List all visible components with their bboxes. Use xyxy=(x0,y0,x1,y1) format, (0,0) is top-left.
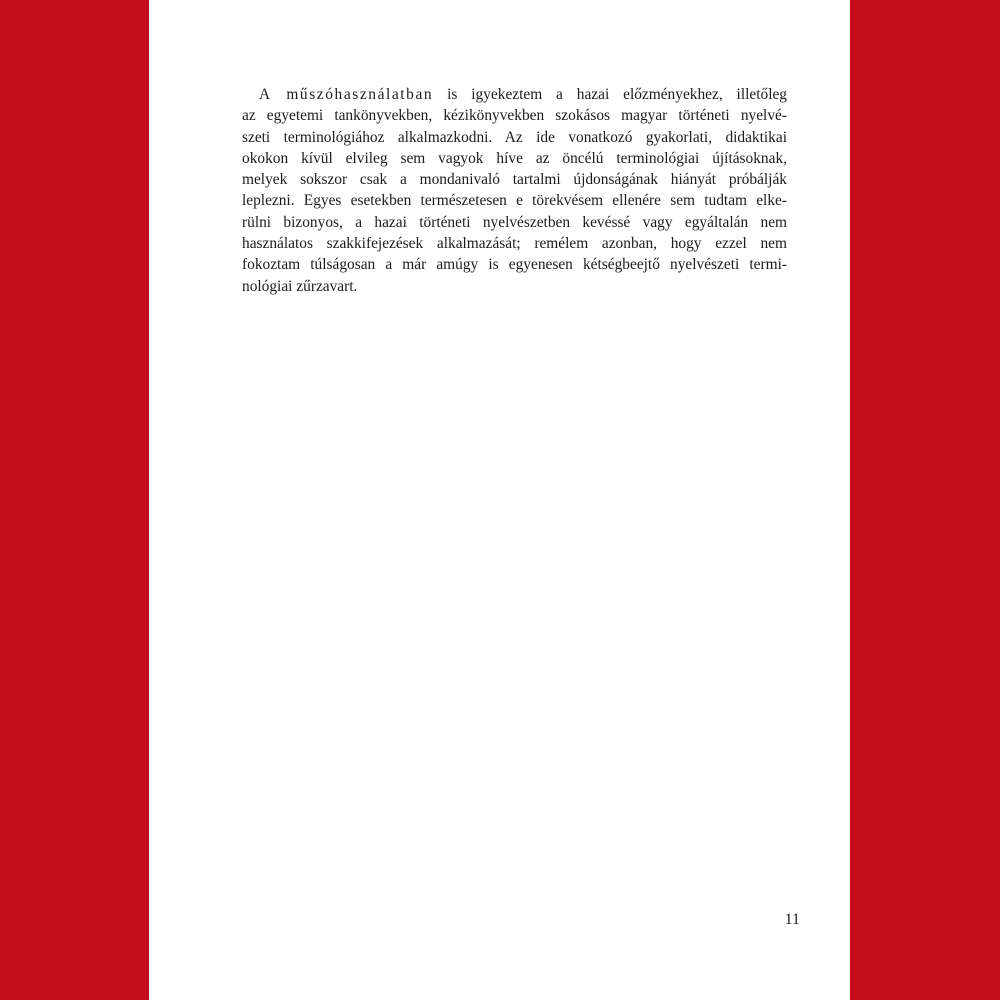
spaced-lead-phrase: A műszóhasználatban xyxy=(259,86,434,103)
paragraph-line-10: nológiai zűrzavart. xyxy=(242,277,358,295)
body-paragraph xyxy=(242,84,787,297)
book-page xyxy=(149,0,850,1000)
right-red-border xyxy=(850,0,1000,1000)
paragraph-line-3: szeti terminológiához alkalmazkodni. Az ide vonatkozó gyakorlati, didaktikai xyxy=(242,128,787,146)
paragraph-line-6: leplezni. Egyes esetekben természetesen e törekvésem ellenére sem tudtam elke- xyxy=(242,192,787,210)
paragraph-line-2: az egyetemi tankönyvekben, kézikönyvekben szokásos magyar történeti nyelvé- xyxy=(242,107,787,125)
paragraph-line-5: melyek sokszor csak a mondanivaló tartalmi újdonságának hiányát próbálják xyxy=(242,171,787,189)
paragraph-line-4: okokon kívül elvileg sem vagyok híve az öncélú terminológiai újításoknak, xyxy=(242,149,787,167)
left-red-border xyxy=(0,0,149,1000)
paragraph-line-7: rülni bizonyos, a hazai történeti nyelvészetben kevéssé vagy egyáltalán nem xyxy=(242,213,787,231)
paragraph-line-8: használatos szakkifejezések alkalmazását; remélem azonban, hogy ezzel nem xyxy=(242,235,787,253)
paragraph-line-1-rest: is igyekeztem a hazai előzményekhez, illetőleg xyxy=(433,86,787,103)
paragraph-line-9: fokoztam túlságosan a már amúgy is egyenesen kétségbeejtő nyelvészeti termi- xyxy=(242,256,787,274)
page-number: 11 xyxy=(784,911,800,928)
paragraph-line-1 xyxy=(242,84,787,105)
